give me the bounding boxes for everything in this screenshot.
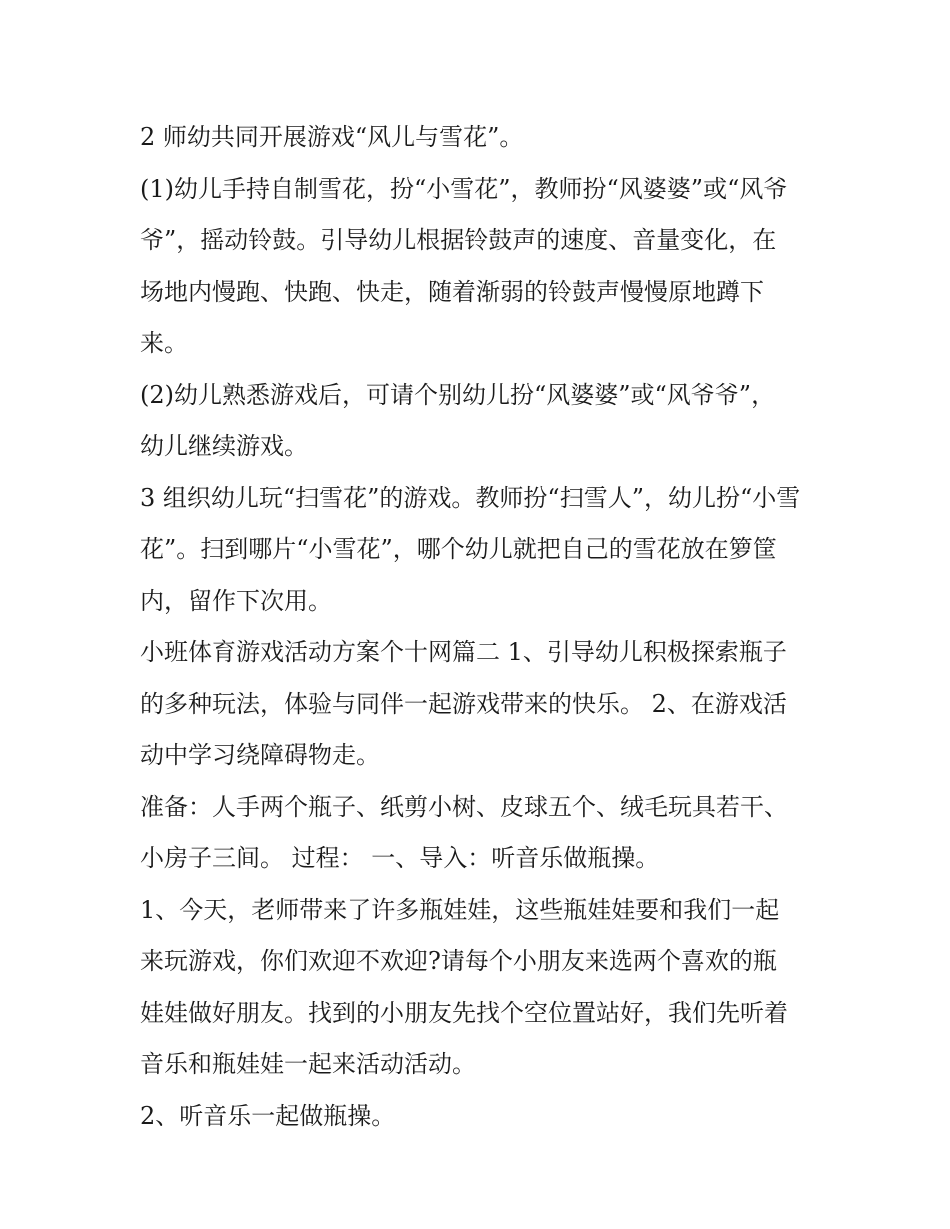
paragraph-game-sweep-snow <box>140 473 830 628</box>
text-line: 2、听音乐一起做瓶操。 <box>140 1101 396 1130</box>
text-line: 准备：人手两个瓶子、纸剪小树、皮球五个、绒毛玩具若干、 <box>140 792 788 821</box>
text-line: (2)幼儿熟悉游戏后，可请个别幼儿扮“风婆婆”或“风爷爷”， <box>140 380 776 409</box>
text-line: 3 组织幼儿玩“扫雪花”的游戏。教师扮“扫雪人”，幼儿扮“小雪 <box>140 483 801 512</box>
text-line: 小房子三间。 过程： 一、导入：听音乐做瓶操。 <box>140 844 660 872</box>
text-line: 小班体育游戏活动方案个十网篇二 1、引导幼儿积极探索瓶子 <box>140 638 787 666</box>
paragraph-intro-2 <box>140 1091 830 1143</box>
text-line: 动中学习绕障碍物走。 <box>140 741 380 769</box>
text-line: 爷”，摇动铃鼓。引导幼儿根据铃鼓声的速度、音量变化，在 <box>140 226 777 254</box>
document-body <box>140 112 830 1142</box>
text-line: (1)幼儿手持自制雪花，扮“小雪花”，教师扮“风婆婆”或“风爷 <box>140 174 788 203</box>
paragraph-preparation <box>140 782 830 885</box>
text-line: 2 师幼共同开展游戏“风儿与雪花”。 <box>140 123 524 151</box>
text-line: 来。 <box>140 329 188 357</box>
paragraph-intro-1 <box>140 885 830 1091</box>
text-line: 场地内慢跑、快跑、快走，随着渐弱的铃鼓声慢慢原地蹲下 <box>140 277 764 306</box>
paragraph-game-wind-snow <box>140 112 830 164</box>
text-line: 来玩游戏，你们欢迎不欢迎?请每个小朋友来选两个喜欢的瓶 <box>140 947 777 975</box>
text-line: 娃娃做好朋友。找到的小朋友先找个空位置站好，我们先听着 <box>140 998 788 1027</box>
paragraph-step-1 <box>140 164 830 370</box>
paragraph-plan-two-goals <box>140 627 830 782</box>
text-line: 的多种玩法，体验与同伴一起游戏带来的快乐。 2、在游戏活 <box>140 689 787 718</box>
text-line: 1、今天，老师带来了许多瓶娃娃，这些瓶娃娃要和我们一起 <box>140 895 780 924</box>
text-line: 花”。扫到哪片“小雪花”，哪个幼儿就把自己的雪花放在箩筐 <box>140 535 777 563</box>
paragraph-step-2 <box>140 370 830 473</box>
text-line: 内，留作下次用。 <box>140 586 332 615</box>
text-line: 音乐和瓶娃娃一起来活动活动。 <box>140 1050 476 1078</box>
text-line: 幼儿继续游戏。 <box>140 432 308 460</box>
